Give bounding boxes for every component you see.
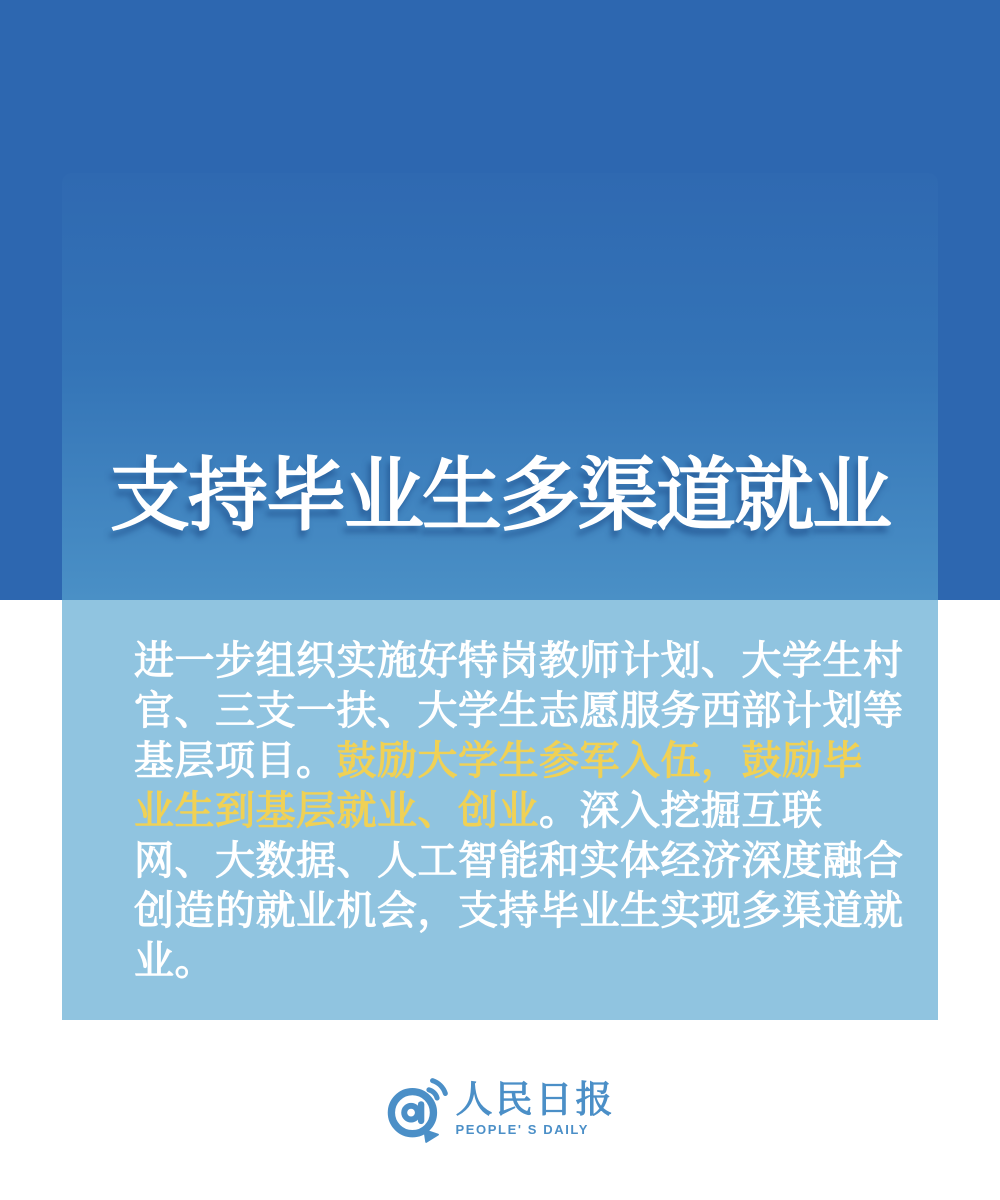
text-segment: 网、大数据、人工智能和实体经济深度融合 [134,839,904,883]
text-segment: 基层项目。 [134,739,337,783]
body-line [134,786,894,836]
highlighted-text-segment: 鼓励大学生参军入伍，鼓励毕 [336,739,863,783]
body-line [134,936,894,986]
body-line [134,886,904,936]
text-segment: 官、三支一扶、大学生志愿服务西部计划等 [134,689,904,733]
highlighted-text-segment: 业生到基层就业、创业 [134,789,539,833]
text-segment: 创造的就业机会，支持毕业生实现多渠道就 [134,889,904,933]
peoples-daily-at-icon [385,1074,449,1144]
logo-english-name: PEOPLE' S DAILY [455,1122,590,1138]
body-card [62,600,938,1020]
logo-chinese-name: 人民日报 [455,1078,616,1120]
footer-logo [0,1070,1000,1148]
body-line [134,686,904,736]
body-line [134,636,904,686]
body-line [134,836,904,886]
logo-text [455,1078,616,1138]
text-segment: 进一步组织实施好特岗教师计划、大学生村 [134,639,904,683]
title-panel [62,173,938,600]
text-segment: 业。 [134,939,215,983]
text-segment: 。深入挖掘互联 [539,789,823,833]
body-text [62,600,938,986]
body-line [134,736,894,786]
poster-title: 支持毕业生多渠道就业 [110,451,890,540]
